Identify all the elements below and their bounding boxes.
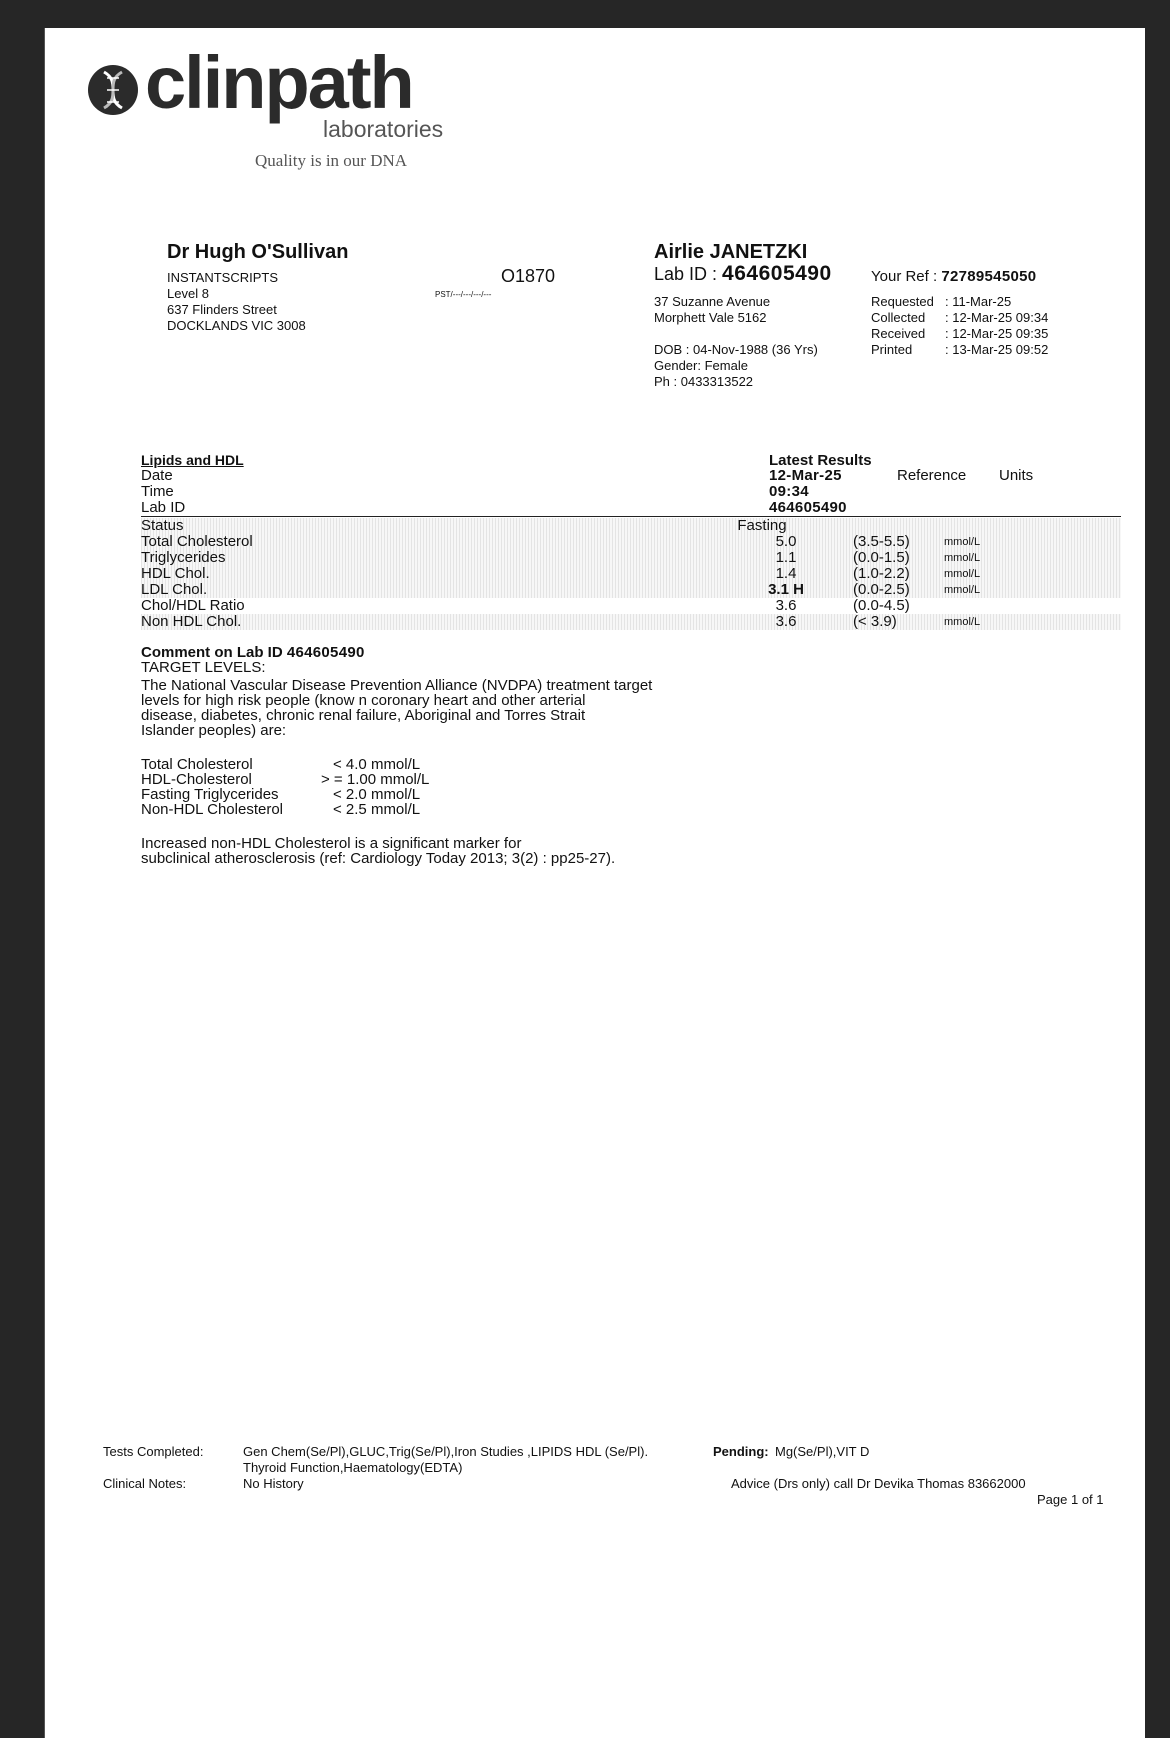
comment-heading: TARGET LEVELS: xyxy=(141,659,266,676)
latest-results-label: Latest Results xyxy=(769,452,872,469)
target-name: Total Cholesterol xyxy=(141,756,253,773)
test-name: HDL Chol. xyxy=(141,565,210,582)
target-value: < 4.0 mmol/L xyxy=(333,756,421,773)
table-row xyxy=(141,582,1121,598)
doctor-code: O1870 xyxy=(501,266,556,286)
date-label: Printed xyxy=(871,342,913,357)
test-name: LDL Chol. xyxy=(141,581,208,598)
test-reference: (3.5-5.5) xyxy=(853,533,910,550)
date-label: Received xyxy=(871,326,926,341)
patient-gender: Gender: Female xyxy=(654,358,748,373)
test-name: Chol/HDL Ratio xyxy=(141,597,245,614)
test-value: Fasting xyxy=(737,517,787,534)
table-row xyxy=(141,534,1121,550)
clinical-notes-value: No History xyxy=(243,1476,304,1491)
patient-address-line: 37 Suzanne Avenue xyxy=(654,294,771,309)
pending-value: Mg(Se/Pl),VIT D xyxy=(775,1444,870,1459)
brand-sub: laboratories xyxy=(323,116,444,142)
doctor-pst: PST/---/---/---/--- xyxy=(435,290,492,299)
comment-line: The National Vascular Disease Prevention Alliance (NVDPA) treatment target xyxy=(141,677,653,694)
header-row-value: 464605490 xyxy=(769,499,847,516)
comment-title-prefix: Comment on Lab ID xyxy=(141,644,287,661)
table-row xyxy=(141,518,1121,534)
test-unit: mmol/L xyxy=(944,616,981,628)
doctor-address-line: Level 8 xyxy=(167,286,209,301)
patient-phone: Ph : 0433313522 xyxy=(654,374,754,389)
header-row-label: Time xyxy=(141,483,174,500)
target-name: Non-HDL Cholesterol xyxy=(141,801,284,818)
target-name: HDL-Cholesterol xyxy=(141,771,252,788)
test-name: Status xyxy=(141,517,184,534)
doctor-practice: INSTANTSCRIPTS xyxy=(167,270,278,285)
table-row xyxy=(141,598,1121,614)
test-value: 1.4 xyxy=(775,565,797,582)
table-row xyxy=(141,566,1121,582)
test-reference: (0.0-1.5) xyxy=(853,549,910,566)
date-label: Collected xyxy=(871,310,926,325)
header-row-value: 12-Mar-25 xyxy=(769,467,842,484)
test-reference: (< 3.9) xyxy=(853,613,897,630)
test-unit: mmol/L xyxy=(944,584,981,596)
test-value: 1.1 xyxy=(775,549,797,566)
target-value: > = 1.00 mmol/L xyxy=(321,771,430,788)
lab-id-value: 464605490 xyxy=(722,262,832,285)
your-ref-row xyxy=(871,268,1036,285)
doctor-address-line: DOCKLANDS VIC 3008 xyxy=(167,318,306,333)
header-row-label: Date xyxy=(141,467,173,484)
patient-name: Airlie JANETZKI xyxy=(654,241,808,263)
dna-logo-icon xyxy=(87,64,139,116)
brand-logo: clinpath xyxy=(145,41,413,124)
lab-id-label: Lab ID : xyxy=(654,264,723,284)
pending-label: Pending: xyxy=(713,1444,769,1459)
test-name: Triglycerides xyxy=(141,549,226,566)
target-name: Fasting Triglycerides xyxy=(141,786,279,803)
units-label: Units xyxy=(999,467,1034,484)
date-label: Requested xyxy=(871,294,934,309)
results-divider xyxy=(141,516,1121,517)
comment-note-line: Increased non-HDL Cholesterol is a significant marker for xyxy=(141,835,522,852)
header-row-label: Lab ID xyxy=(141,499,186,516)
comment-line: levels for high risk people (know n coronary heart and other arterial xyxy=(141,692,586,709)
test-value-flagged: 3.1 H xyxy=(768,581,804,598)
comment-note-line: subclinical atherosclerosis (ref: Cardiology Today 2013; 3(2) : pp25-27). xyxy=(141,850,616,867)
table-row xyxy=(141,550,1121,566)
comment-line: disease, diabetes, chronic renal failure, Aboriginal and Torres Strait xyxy=(141,707,586,724)
table-row xyxy=(141,614,1121,630)
your-ref-value: 72789545050 xyxy=(941,268,1037,285)
brand-tagline: Quality is in our DNA xyxy=(255,151,408,170)
test-name: Non HDL Chol. xyxy=(141,613,242,630)
reference-label: Reference xyxy=(897,467,967,484)
advice-text: Advice (Drs only) call Dr Devika Thomas 83662000 xyxy=(731,1476,1026,1491)
patient-dob: DOB : 04-Nov-1988 (36 Yrs) xyxy=(654,342,818,357)
your-ref-label: Your Ref : xyxy=(871,268,942,285)
patient-address-line: Morphett Vale 5162 xyxy=(654,310,767,325)
tests-completed-label: Tests Completed: xyxy=(103,1444,204,1459)
viewer-frame-left xyxy=(0,0,44,1738)
target-value: < 2.5 mmol/L xyxy=(333,801,421,818)
date-value: : 12-Mar-25 09:34 xyxy=(945,310,1049,325)
results-section-title: Lipids and HDL xyxy=(141,452,244,468)
tests-completed-line: Gen Chem(Se/Pl),GLUC,Trig(Se/Pl),Iron Studies ,LIPIDS HDL (Se/Pl). xyxy=(243,1444,649,1459)
report-page xyxy=(44,28,1145,1738)
test-reference: (1.0-2.2) xyxy=(853,565,910,582)
test-name: Total Cholesterol xyxy=(141,533,253,550)
header-row-value: 09:34 xyxy=(769,483,809,500)
test-unit: mmol/L xyxy=(944,536,981,548)
test-value: 3.6 xyxy=(775,597,797,614)
test-reference: (0.0-2.5) xyxy=(853,581,910,598)
test-value: 3.6 xyxy=(775,613,797,630)
date-value: : 12-Mar-25 09:35 xyxy=(945,326,1049,341)
viewer-scrollbar[interactable] xyxy=(1146,0,1170,1738)
comment-title-id: 464605490 xyxy=(286,644,365,661)
clinical-notes-label: Clinical Notes: xyxy=(103,1476,187,1491)
test-reference: (0.0-4.5) xyxy=(853,597,910,614)
comment-line: Islander peoples) are: xyxy=(141,722,287,739)
test-unit: mmol/L xyxy=(944,552,981,564)
date-value: : 11-Mar-25 xyxy=(945,294,1012,309)
doctor-address-line: 637 Flinders Street xyxy=(167,302,277,317)
tests-completed-line: Thyroid Function,Haematology(EDTA) xyxy=(243,1460,463,1475)
doctor-name: Dr Hugh O'Sullivan xyxy=(167,241,349,263)
target-value: < 2.0 mmol/L xyxy=(333,786,421,803)
test-value: 5.0 xyxy=(775,533,797,550)
test-unit: mmol/L xyxy=(944,568,981,580)
page-number: Page 1 of 1 xyxy=(1037,1492,1104,1507)
date-value: : 13-Mar-25 09:52 xyxy=(945,342,1049,357)
patient-lab-id-row xyxy=(654,262,832,286)
